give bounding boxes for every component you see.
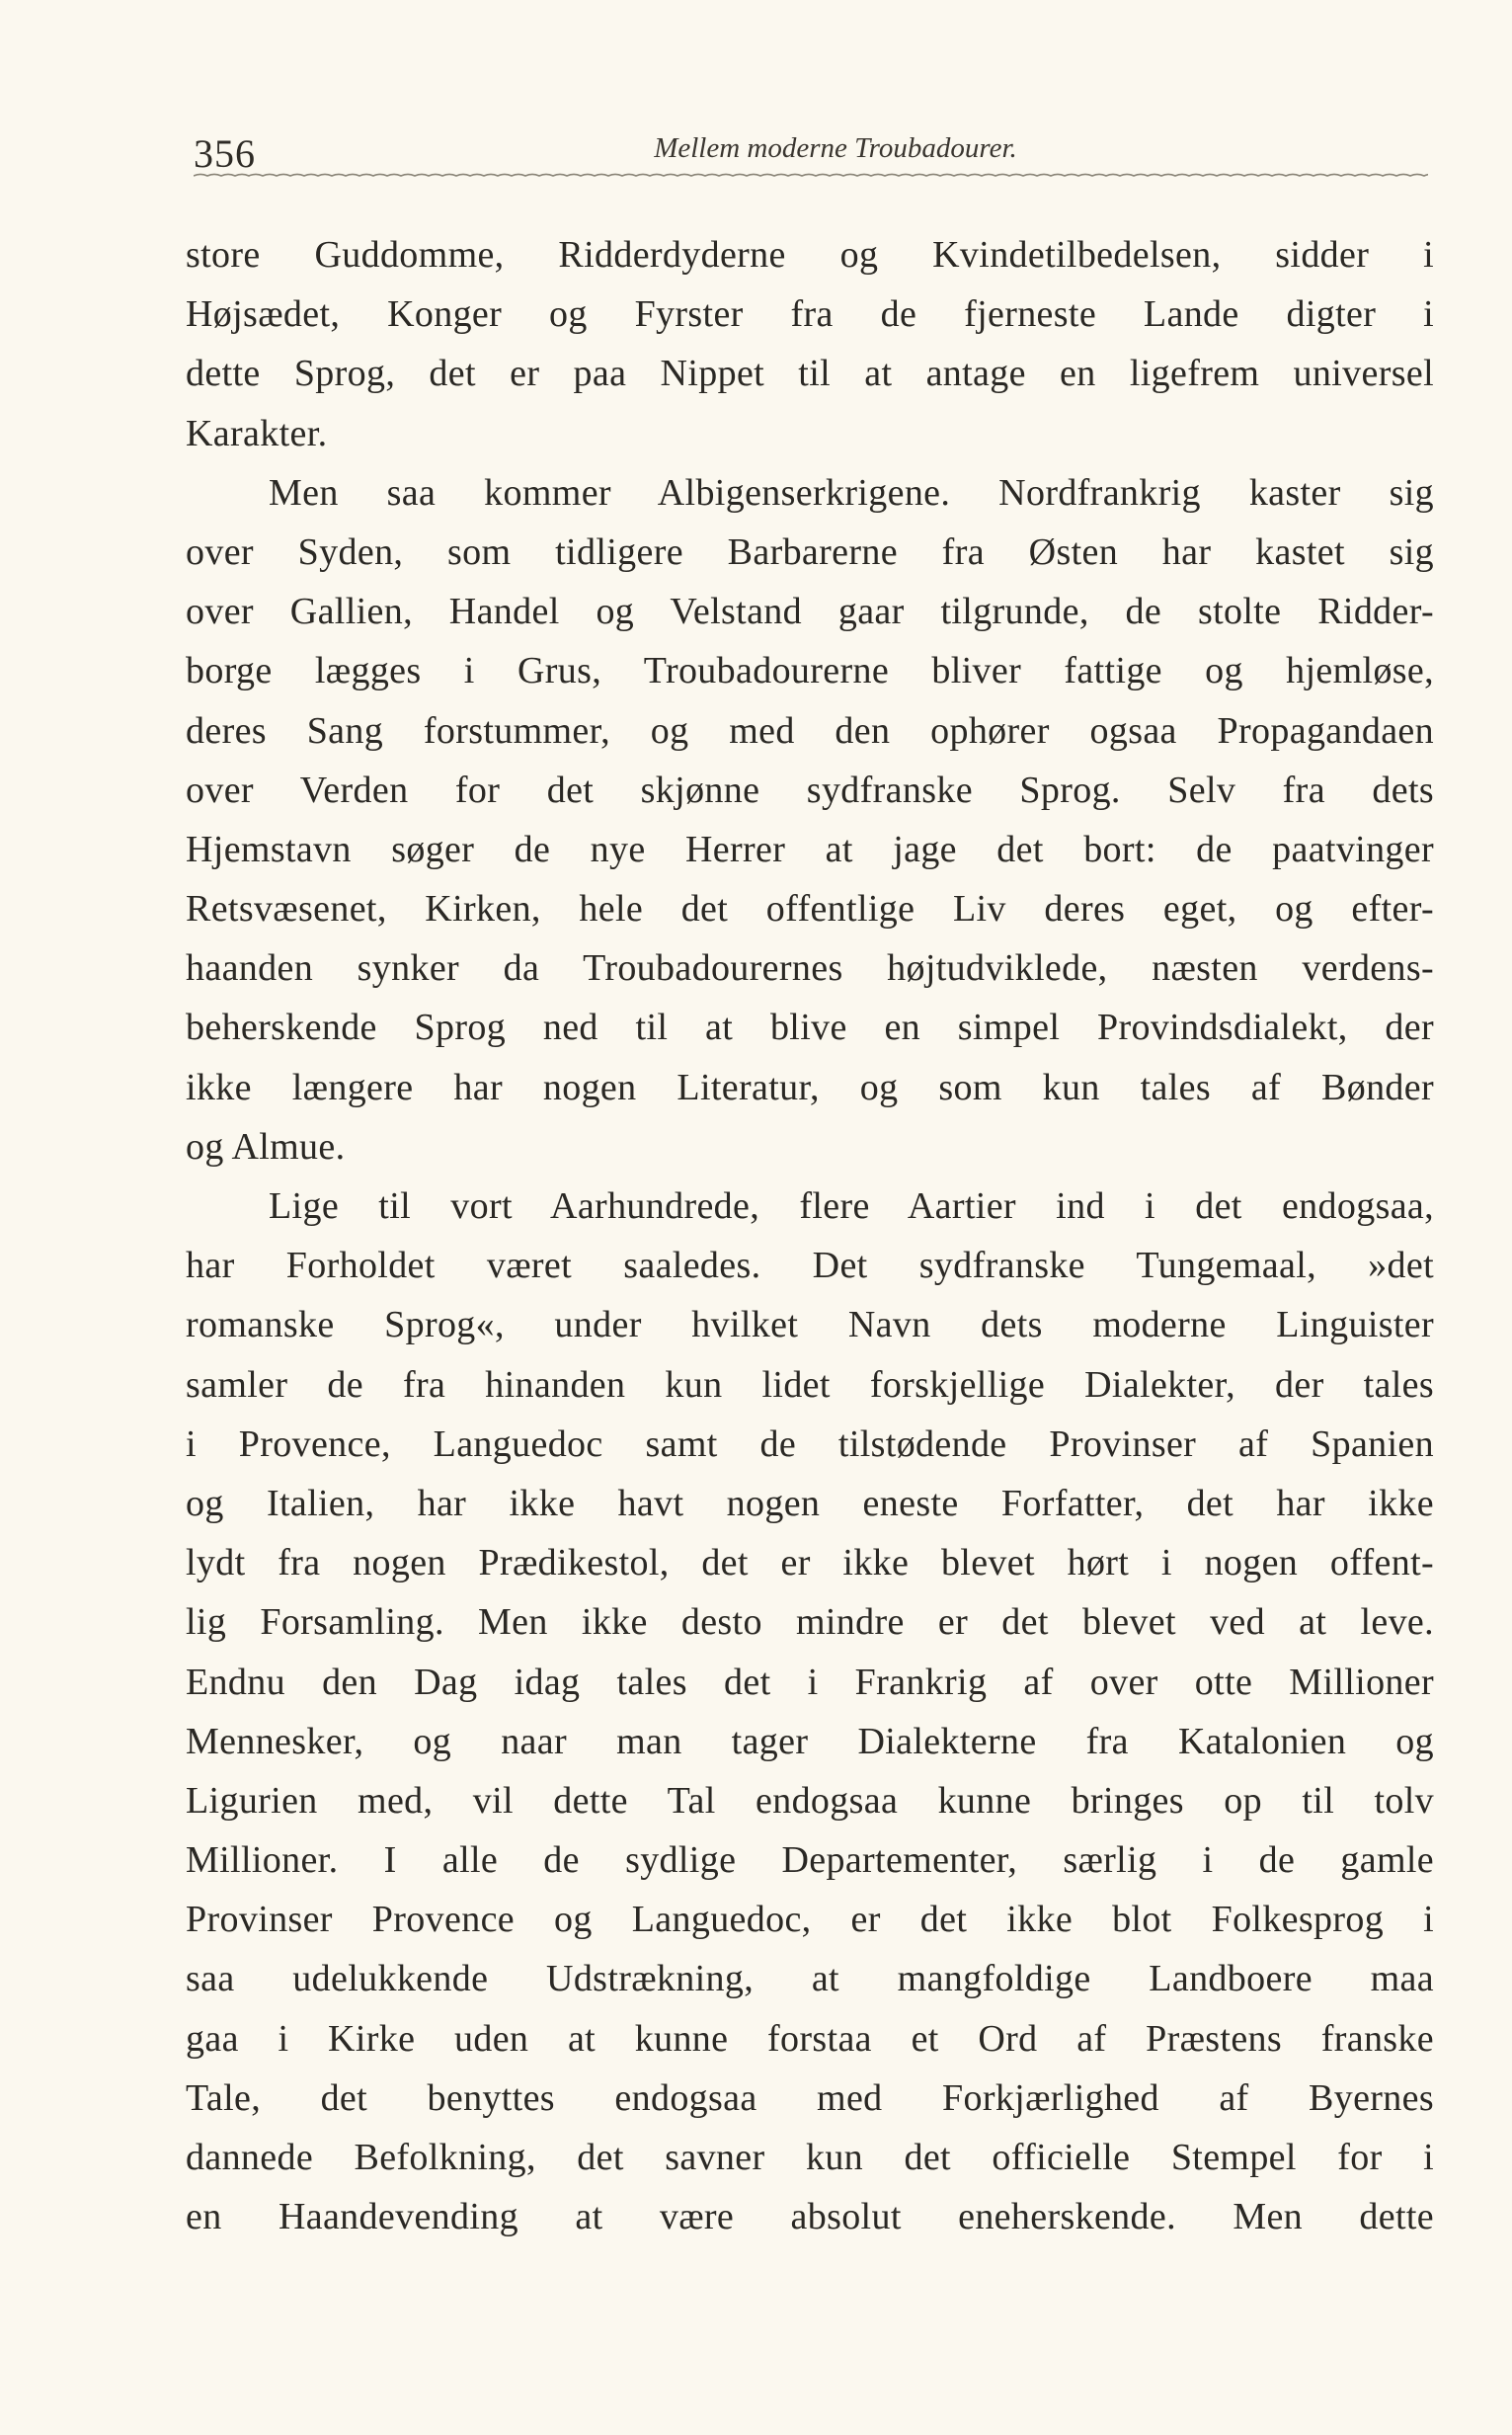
page-number: 356 [194,131,256,176]
text-line: over Verden for det skjønne sydfranske Sprog. Selv fra dets [186,769,1434,811]
text-line: Ligurien med, vil dette Tal endogsaa kunne bringes op til tolv [186,1779,1434,1822]
text-line: borge lægges i Grus, Troubadourerne bliver fattige og hjemløse, [186,650,1434,692]
text-line: beherskende Sprog ned til at blive en simpel Provindsdialekt, der [186,1007,1434,1049]
text-line: Mennesker, og naar man tager Dialekterne fra Katalonien og [186,1720,1434,1762]
text-line: dette Sprog, det er paa Nippet til at antage en ligefrem universel [186,353,1434,395]
ornament-rule [194,170,1428,182]
text-line: Men saa kommer Albigenserkrigene. Nordfrankrig kaster sig [269,471,1434,514]
text-line: saa udelukkende Udstrækning, at mangfoldige Landboere maa [186,1958,1434,2000]
text-line: Millioner. I alle de sydlige Departementer, særlig i de gamle [186,1839,1434,1882]
running-title: Mellem moderne Troubadourer. [654,132,1017,164]
text-line: Højsædet, Konger og Fyrster fra de fjerneste Lande digter i [186,293,1434,336]
text-line: og Italien, har ikke havt nogen eneste Forfatter, det har ikke [186,1482,1434,1524]
text-line: deres Sang forstummer, og med den ophører ogsaa Propagandaen [186,709,1434,752]
text-line: romanske Sprog«, under hvilket Navn dets moderne Linguister [186,1304,1434,1346]
text-line: over Gallien, Handel og Velstand gaar tilgrunde, de stolte Ridder- [186,591,1434,633]
text-line: Lige til vort Aarhundrede, flere Aartier ind i det endogsaa, [269,1185,1434,1227]
text-line: Endnu den Dag idag tales det i Frankrig af over otte Millioner [186,1661,1434,1703]
text-line: samler de fra hinanden kun lidet forskjellige Dialekter, der tales [186,1363,1434,1406]
text-line: har Forholdet været saaledes. Det sydfranske Tungemaal, »det [186,1245,1434,1287]
text-line: lydt fra nogen Prædikestol, det er ikke blevet hørt i nogen offent- [186,1542,1434,1584]
text-line: gaa i Kirke uden at kunne forstaa et Ord af Præstens franske [186,2017,1434,2060]
text-line: Provinser Provence og Languedoc, er det ikke blot Folkesprog i [186,1899,1434,1941]
text-line: Retsvæsenet, Kirken, hele det offentlige Liv deres eget, og efter- [186,888,1434,931]
body-text [186,225,1434,2246]
text-line: Karakter. [186,412,328,454]
text-line: store Guddomme, Ridderdyderne og Kvindetilbedelsen, sidder i [186,234,1434,276]
text-line: ikke længere har nogen Literatur, og som kun tales af Bønder [186,1066,1434,1108]
text-line: haanden synker da Troubadourernes højtudviklede, næsten verdens- [186,947,1434,990]
text-line: en Haandevending at være absolut eneherskende. Men dette [186,2196,1434,2238]
text-line: lig Forsamling. Men ikke desto mindre er det blevet ved at leve. [186,1601,1434,1644]
text-line: dannede Befolkning, det savner kun det officielle Stempel for i [186,2137,1434,2178]
text-line: Hjemstavn søger de nye Herrer at jage det bort: de paatvinger [186,828,1434,870]
text-line: over Syden, som tidligere Barbarerne fra Østen har kastet sig [186,530,1434,573]
text-line: og Almue. [186,1125,346,1168]
text-line: Tale, det benyttes endogsaa med Forkjærlighed af Byernes [186,2076,1434,2119]
text-line: i Provence, Languedoc samt de tilstødende Provinser af Spanien [186,1422,1434,1465]
